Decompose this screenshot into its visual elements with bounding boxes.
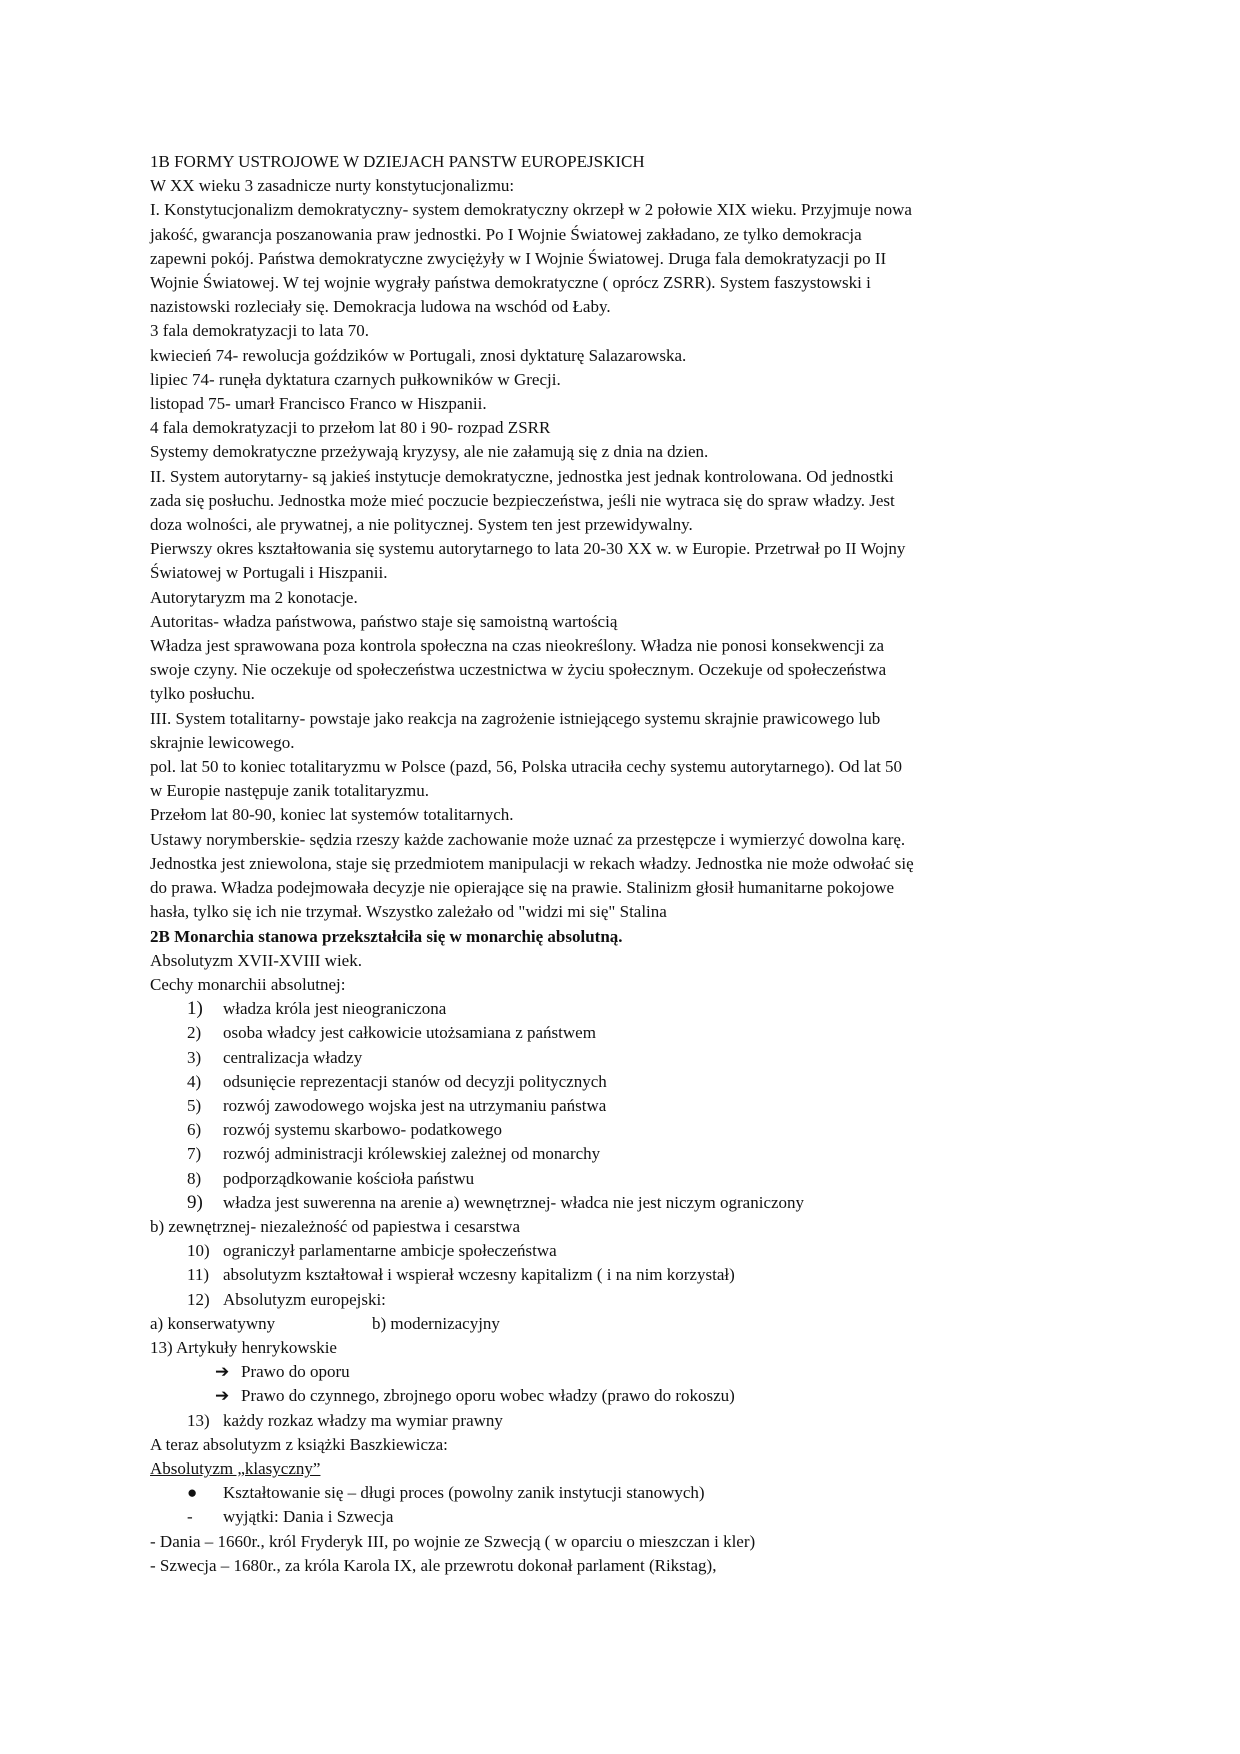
text-line: lipiec 74- runęła dyktatura czarnych pułkowników w Grecji. — [150, 369, 561, 389]
dash-text: wyjątki: Dania i Szwecja — [223, 1507, 394, 1527]
list-number: 11) — [187, 1265, 210, 1285]
text-line: II. System autorytarny- są jakieś instytucje demokratyczne, jednostka jest jednak kontrolowana. Od jednostki — [150, 466, 894, 486]
list-item — [150, 1021, 1090, 1045]
list-number: 9) — [187, 1191, 203, 1213]
list-text: odsunięcie reprezentacji stanów od decyzji politycznych — [223, 1071, 607, 1091]
list-item — [150, 1288, 1090, 1312]
list-number: 5) — [187, 1095, 202, 1115]
text-line: 3 fala demokratyzacji to lata 70. — [150, 321, 370, 341]
dash-item — [150, 1505, 1090, 1529]
list-item — [150, 1409, 1090, 1433]
text-line: Ustawy norymberskie- sędzia rzeszy każde zachowanie może uznać za przestępcze i wymierzyć dowolna karę. — [150, 829, 906, 849]
bullet-text: Kształtowanie się – długi proces (powolny zanik instytucji stanowych) — [223, 1483, 705, 1503]
europe-types — [150, 1312, 1090, 1336]
text-line: doza wolności, ale prywatnej, a nie politycznej. System ten jest przewidywalny. — [150, 515, 693, 535]
section-heading: 2B Monarchia stanowa przekształciła się w monarchię absolutną. — [150, 926, 623, 946]
text-line: swoje czyny. Nie oczekuje od społeczeństwa uczestnictwa w życiu społecznym. Oczekuje od społeczeństwa — [150, 660, 887, 680]
list-text: władza jest suwerenna na arenie a) wewnętrznej- władca nie jest niczym ograniczony — [223, 1192, 805, 1212]
text-line: zada się posłuchu. Jednostka może mieć poczucie bezpieczeństwa, jeśli nie wytraca się do spraw władzy. Jest — [150, 490, 895, 510]
list-text: rozwój administracji królewskiej zależnej od monarchy — [223, 1144, 601, 1164]
list-item — [150, 1263, 1090, 1287]
text-line: tylko posłuchu. — [150, 684, 255, 704]
list-item — [150, 1239, 1090, 1263]
list-text: absolutyzm kształtował i wspierał wczesny kapitalizm ( i na nim korzystał) — [223, 1265, 735, 1285]
list-text: Absolutyzm europejski: — [223, 1289, 386, 1309]
arrow-item — [150, 1360, 1090, 1384]
document-title: 1B FORMY USTROJOWE W DZIEJACH PANSTW EUROPEJSKICH — [150, 152, 645, 171]
list-number: 3) — [187, 1047, 202, 1067]
list-text: władza króla jest nieograniczona — [223, 999, 447, 1019]
text-line: jakość, gwarancja poszanowania praw jednostki. Po I Wojnie Światowej zakładano, ze tylko demokracja — [150, 224, 862, 244]
text-line: - Szwecja – 1680r., za króla Karola IX, ale przewrotu dokonał parlament (Rikstag), — [150, 1555, 717, 1575]
text-line: Przełom lat 80-90, koniec lat systemów totalitarnych. — [150, 805, 514, 825]
text-line: Autorytaryzm ma 2 konotacje. — [150, 587, 358, 607]
text-line: skrajnie lewicowego. — [150, 732, 295, 752]
bullet-item — [150, 1481, 1090, 1505]
list-text: każdy rozkaz władzy ma wymiar prawny — [223, 1410, 503, 1430]
list-item — [150, 1046, 1090, 1070]
text-line: Światowej w Portugali i Hiszpanii. — [150, 563, 388, 583]
list-number: 7) — [187, 1144, 202, 1164]
text-line: pol. lat 50 to koniec totalitaryzmu w Polsce (pazd, 56, Polska utraciła cechy systemu autorytarnego). Od lat 50 — [150, 757, 903, 777]
list-item — [150, 1142, 1090, 1166]
text-line: Pierwszy okres kształtowania się systemu autorytarnego to lata 20-30 XX w. w Europie. Przetrwał po II Wojny — [150, 539, 906, 559]
list-text: rozwój systemu skarbowo- podatkowego — [223, 1120, 503, 1140]
text-line: III. System totalitarny- powstaje jako reakcja na zagrożenie istniejącego systemu skrajnie prawicowego lub — [150, 708, 881, 728]
text-line: 4 fala demokratyzacji to przełom lat 80 i 90- rozpad ZSRR — [150, 418, 551, 438]
list-item — [150, 1094, 1090, 1118]
list-item — [150, 997, 1090, 1021]
text-line: - Dania – 1660r., król Fryderyk III, po wojnie ze Szwecją ( w oparciu o mieszczan i kler) — [150, 1531, 756, 1551]
list-text: ograniczył parlamentarne ambicje społeczeństwa — [223, 1241, 557, 1261]
text-line: Autoritas- władza państwowa, państwo staje się samoistną wartością — [150, 611, 618, 631]
list-number: 6) — [187, 1120, 202, 1140]
list-number: 8) — [187, 1168, 202, 1188]
subsection-heading: Absolutyzm „klasyczny” — [150, 1458, 321, 1478]
list-text: osoba władcy jest całkowicie utożsamiana z państwem — [223, 1023, 596, 1043]
list-number: 4) — [187, 1071, 202, 1091]
list-number: 2) — [187, 1023, 202, 1043]
text-line: Systemy demokratyczne przeżywają kryzysy, ale nie załamują się z dnia na dzien. — [150, 442, 709, 462]
text-line: kwiecień 74- rewolucja goździków w Portugali, znosi dyktaturę Salazarowska. — [150, 345, 687, 365]
text-line: zapewni pokój. Państwa demokratyczne zwyciężyły w I Wojnie Światowej. Druga fala demokratyzacji po II — [150, 248, 887, 268]
text-line: do prawa. Władza podejmowała decyzje nie opierające się na prawie. Stalinizm głosił humanitarne pokojowe — [150, 878, 895, 898]
list-text: podporządkowanie kościoła państwu — [223, 1168, 475, 1188]
arrow-text: Prawo do oporu — [241, 1362, 350, 1382]
list-item — [150, 1118, 1090, 1142]
text-line: Jednostka jest zniewolona, staje się przedmiotem manipulacji w rekach władzy. Jednostka nie może odwołać się — [150, 853, 914, 873]
text-line: hasła, tylko się ich nie trzymał. Wszystko zależało od "widzi mi się" Stalina — [150, 902, 667, 922]
list-item — [150, 1191, 1090, 1215]
text-line: Wojnie Światowej. W tej wojnie wygrały państwa demokratyczne ( oprócz ZSRR). System faszystowski i — [150, 273, 871, 293]
text-line: W XX wieku 3 zasadnicze nurty konstytucjonalizmu: — [150, 176, 515, 196]
type-modernizing: b) modernizacyjny — [372, 1313, 500, 1333]
text-line: Absolutyzm XVII-XVIII wiek. — [150, 950, 362, 970]
list-title: Cechy monarchii absolutnej: — [150, 974, 346, 994]
text-line: w Europie następuje zanik totalitaryzmu. — [150, 781, 429, 801]
type-conservative: a) konserwatywny — [150, 1313, 276, 1333]
arrow-item — [150, 1384, 1090, 1408]
list-number: 1) — [187, 998, 203, 1020]
list-text: rozwój zawodowego wojska jest na utrzymaniu państwa — [223, 1095, 607, 1115]
arrow-right-icon: ➔ — [215, 1386, 230, 1406]
bullet-icon: ● — [187, 1483, 198, 1503]
text-line: nazistowski rozleciały się. Demokracja ludowa na wschód od Łaby. — [150, 297, 611, 317]
list-number: 13) — [187, 1410, 210, 1430]
list-item — [150, 1070, 1090, 1094]
text-line: listopad 75- umarł Francisco Franco w Hiszpanii. — [150, 394, 487, 414]
list-item — [150, 1167, 1090, 1191]
list-number: 10) — [187, 1241, 210, 1261]
list-text: centralizacja władzy — [223, 1047, 363, 1067]
dash-icon: - — [187, 1507, 193, 1527]
arrow-right-icon: ➔ — [215, 1362, 230, 1382]
text-line: I. Konstytucjonalizm demokratyczny- system demokratyczny okrzepł w 2 połowie XIX wieku. Przyjmuje nowa — [150, 200, 912, 220]
document-body — [150, 150, 1090, 1578]
text-line: b) zewnętrznej- niezależność od papiestwa i cesarstwa — [150, 1216, 521, 1236]
arrow-text: Prawo do czynnego, zbrojnego oporu wobec władzy (prawo do rokoszu) — [241, 1386, 735, 1406]
list-number: 12) — [187, 1289, 210, 1309]
text-line: 13) Artykuły henrykowskie — [150, 1337, 337, 1357]
text-line: A teraz absolutyzm z książki Baszkiewicza: — [150, 1434, 448, 1454]
text-line: Władza jest sprawowana poza kontrola społeczna na czas nieokreślony. Władza nie ponosi konsekwencji za — [150, 636, 885, 656]
